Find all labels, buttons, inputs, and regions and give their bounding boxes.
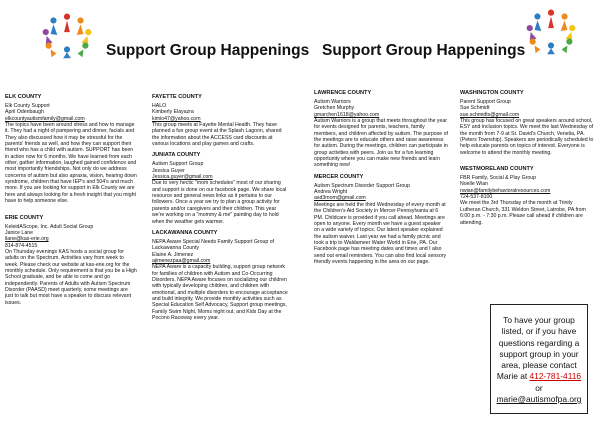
section-mercer	[314, 174, 448, 265]
group-name: Autism Support Group	[152, 161, 204, 168]
contact-name: Jessica Guyer	[152, 167, 185, 174]
column-washington-westmoreland	[460, 90, 594, 300]
group-name: Parent Support Group	[460, 99, 511, 105]
contact-email-link[interactable]: kimio47@yahoo.com	[152, 115, 201, 122]
contact-email-link[interactable]: nwian@familybehavioralresources.com	[460, 187, 551, 194]
section-body: This group meets at Fayette Mental Health. They have planned a fun group event at the Splash Lagoon, shared the information about the ACCESS card discounts at various locations and play games and crafts.	[152, 122, 282, 148]
section-body: NEPA Aware is a capacity building, support group network for families of children with Autism and Co-Occurring Disorders. NEPA Aware focuses on socializing our children with typically developing children, and children with emotional, and multiple disorders to encourage acceptance and build integrity. We provide monthly activities such as Special Education Self Advocacy, Support group meetings, Family Swim Night, Moms night out, and Kids Day at the Pocono Raceway every year.	[152, 264, 288, 321]
section-westmoreland	[460, 166, 594, 226]
people-circle-logo	[522, 6, 580, 56]
contact-email-link[interactable]: gmarchen1618@yahoo.com	[314, 111, 380, 118]
contact-name: April Odenbaugh	[5, 109, 44, 116]
section-body: We meet the 3rd Thursday of the month at Trinity Lutheran Church, 331 Weldon Street, Latrobe, PA from 6:00 p.m. - 7:30 p.m. Please call ahead if children are attending.	[460, 200, 586, 226]
contact-name: Gretchen Murphy	[314, 105, 355, 112]
section-body: Meetings are held the third Wednesday of every month at the Children's Aid Society in Mercer Pennsylvania at 6 PM. Childcare is provided if you call ahead. Meetings are open to anyone. Every month we have a guest speaker on a wide variety of topics. Our latest speaker explained the autism waiver. Last year we had a family picnic and took a trip to Waldameer Water World in Erie, PA. Our Facebook page has meeting dates and times and I also send out email reminders. You can also find local sensory friendly events happening in the area on our page.	[314, 201, 447, 265]
contact-name: Janice Lane	[5, 229, 33, 236]
people-circle-logo	[38, 10, 96, 60]
contact-box-or: or	[535, 382, 543, 393]
contact-email-link[interactable]: elkcountyautismfamily@gmail.com	[5, 115, 85, 122]
section-body: The topics have been around stress and how to manage it. They had a night of pampering and dinner, facials and They also discussed how it may be stressful for the parents' friends as well, and how they can support their friend who has a child with autism. SUPPORT has been in action now for 6 months. We have learned from each other, gather information, laughed gained confidence and most importantly friendships. Not only do we address concerns of autism but also apraxia, vision, hearing down syndrome, children that have IEP's and 504's and much more. If you are looking for support in Elk County we are here and always looking for a fresh insight that you might have to help someone else.	[5, 122, 137, 205]
section-washington	[460, 90, 594, 156]
section-body: Autism Warriors is a group that meets throughout the year for events designed for parents, teachers, family members, and children affected by autism. The purpose of the meetings are to educate others and raise awareness for autism. During the meetings, children can participate in group activities with peers. Join us for a fun learning opportunity where you can make new friends and learn something new!	[314, 118, 448, 169]
section-heading: FAYETTE COUNTY	[152, 94, 202, 100]
section-heading: JUNIATA COUNTY	[152, 152, 201, 159]
contact-email-link[interactable]: sue.schmidts@gmail.com	[460, 111, 520, 118]
contact-box-phone[interactable]: 412-781-4116	[529, 371, 582, 382]
section-elk	[5, 94, 137, 205]
section-heading: WESTMORELAND COUNTY	[460, 166, 534, 173]
section-heading: WASHINGTON COUNTY	[460, 90, 524, 96]
contact-box-text: To have your group listed, or if you have questions regarding a support group in your area, please contact Marie at	[496, 315, 580, 382]
column-lawrence-mercer	[314, 90, 448, 420]
contact-email-link[interactable]: Jessica.guyer@gmail.com	[152, 174, 213, 181]
contact-name: Kimberly Elayazra	[152, 109, 194, 116]
group-name: KeleidAScope, Inc. Adult Social Group	[5, 223, 94, 230]
section-juniata	[152, 152, 288, 224]
contact-box	[490, 304, 588, 414]
section-body: This group has focused on great speakers around school, ESY and inclusion topics. We meet the last Wednesday of the month from 7-9 at St. David's Church, Venetia, PA. (Peters Township). Speakers are periodically scheduled to help educate parents on topics of interest. Everyone is welcome to attend the monthly meeting.	[460, 118, 594, 156]
contact-email-link[interactable]: ajimenezpaa@gmail.com	[152, 257, 211, 264]
group-name: Elk County Support	[5, 103, 50, 109]
section-heading: ERIE COUNTY	[5, 214, 44, 221]
group-name: NEPA Aware Special Needs Family Support Group of Lackawanna County	[152, 238, 275, 252]
group-name: FBR Family, Social & Play Group	[460, 175, 537, 182]
group-name: HALO	[152, 103, 167, 109]
section-heading: LAWRENCE COUNTY	[314, 90, 372, 96]
contact-phone: 724-537-8100	[460, 194, 493, 201]
group-name: Autism Spectrum Disorder Support Group	[314, 182, 411, 189]
contact-name: Andrea Wright	[314, 189, 348, 196]
column-elk-erie	[5, 94, 137, 420]
right-page	[300, 0, 600, 424]
contact-name: Elaine A. Jimenez	[152, 251, 194, 258]
contact-name: Sue Schmidt	[460, 105, 490, 112]
column-fayette-juniata-lackawanna	[152, 94, 288, 420]
section-heading: ELK COUNTY	[5, 94, 42, 100]
section-erie	[5, 215, 137, 306]
banner-title: Support Group Happenings	[106, 42, 310, 59]
contact-box-email-link[interactable]: marie@autismofpa.org	[496, 394, 582, 405]
section-heading: MERCER COUNTY	[314, 173, 364, 180]
contact-name: Noelle Wian	[460, 181, 488, 188]
section-lackawanna	[152, 230, 288, 321]
contact-email-link[interactable]: asd3mom@gmail.com	[314, 195, 366, 202]
section-body: On Thursday evenings KAS hosts a social group for adults on the Spectrum. Activities vary from week to week. Please check our website at kas-erie.org for the monthly schedule. Only requirement is that you be a High School graduate, and be able to come and go independently. Parents of Adults with Autism Spectrum Disorder (PAASD) meet quarterly, some meetings are just to talk but most have a speaker to discuss relevant issues.	[5, 248, 137, 306]
section-body: Due to very hectic "mom schedules" most of our sharing and support is done on our facebook page. We share local resource and general news links as it pertains to our followers. Once a year we try to plan a group activity for parents and/or caregivers and their children. This year we're working on a "mommy & me" painting day to hold when the weather gets warmer.	[152, 180, 287, 225]
section-fayette	[152, 94, 288, 147]
section-heading: LACKAWANNA COUNTY	[152, 229, 218, 236]
contact-phone: 814-874-4515	[5, 242, 38, 249]
banner-title: Support Group Happenings	[322, 42, 526, 59]
contact-email-link[interactable]: ilane@kas-erie.org	[5, 236, 49, 243]
section-lawrence	[314, 90, 448, 169]
group-name: Autism Warriors	[314, 99, 351, 105]
